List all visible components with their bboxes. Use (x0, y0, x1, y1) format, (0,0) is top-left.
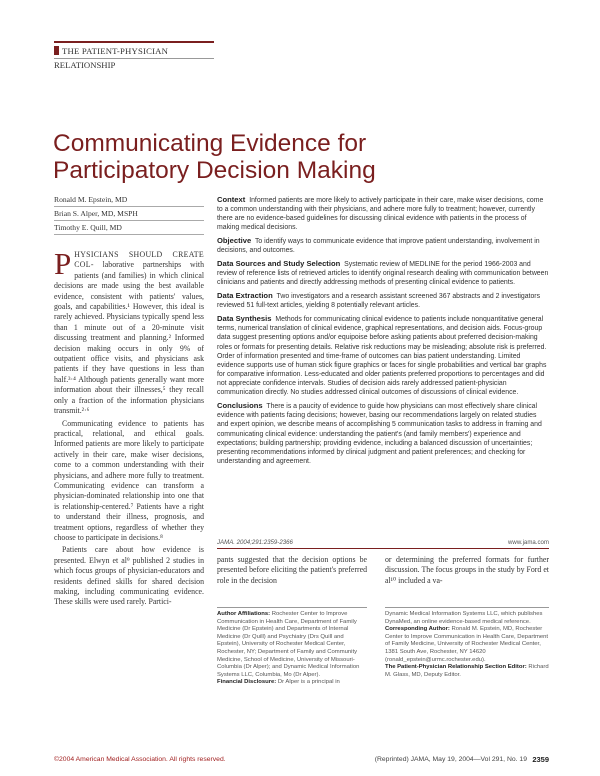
section-label-line2: RELATIONSHIP (54, 58, 214, 74)
author-affiliations (217, 611, 367, 679)
intro-paragraph-2: Communicating evidence to patients has practical, relational, and ethical goals. Informed patients are more likely to participate actively in their care, make wiser decisions, come to a common understanding with their physicians, and adhere more fully to treatment. Communicating evidence can transform a physician-dominated relationship into one that is relationship-centered.⁷ Patients have a right to understand their illness, prognosis, and treatment options, regardless of whether they choose to participate in decisions.⁸ (54, 418, 204, 542)
footnote-label: Author Affiliations: (217, 611, 271, 617)
abstract-text: Informed patients are more likely to actively participate in their care, make wiser decisions, come to a common understanding with their physicians, and adhere more fully to treatment; however, currently there are no evidence-based guidelines for discussing clinical evidence with patients in the process of making medical decisions. (217, 197, 544, 232)
section-header-line1 (54, 41, 214, 58)
abstract-conclusions (217, 401, 549, 466)
article-title (53, 130, 573, 184)
intro-paragraph-3: Patients care about how evidence is presented. Elwyn et al⁹ published 2 studies in which focus groups of physician-educators and residents defined skills for shared decision making, including communicating evidence. These skills were used rarely. Partici- (54, 545, 204, 607)
author-name: Ronald M. Epstein, MD (54, 193, 204, 207)
section-label: THE PATIENT-PHYSICIAN (62, 45, 169, 56)
footnote-text: Dr Alper is a principal in (277, 679, 340, 686)
abstract-label: Conclusions (217, 401, 263, 411)
abstract-synthesis (217, 314, 549, 397)
abstract-label: Objective (217, 236, 252, 246)
abstract-label: Context (217, 195, 246, 204)
body-text: pants suggested that the decision options be presented before eliciting the patient's preferred role in the decision (217, 555, 367, 585)
article-title-line1: Communicating Evidence for (53, 130, 367, 157)
copyright: ©2004 American Medical Association. All rights reserved. (54, 756, 226, 763)
footnote-text: Rochester Center to Improve Communication in Health Care, Department of Family Medicine (Dr Epstein) and Departments of Internal Medicine (Dr Quill) and Psychiatry (Drs Quill and Epstein), University of Rochester Medical Center, Rochester, NY; Department of Family and Community Medicine, School of Medicine, University of Missouri-Columbia (Dr Alper); and Dynamic Medical Information Systems LLC, Columbia, Mo (Dr Alper). (217, 611, 360, 678)
journal-issue: (Reprinted) JAMA, May 19, 2004—Vol 291, No. 19 (374, 756, 527, 763)
footnote-text: Ronald M. Epstein, MD, Rochester Center to Improve Communication in Health Care, Department of Family Medicine, University of Rochester Medical Center, 1381 South Ave, Rochester, NY 14620 (ronald_epstein@urmc.rochester.edu). (385, 626, 549, 663)
footnote-label: Financial Disclosure: (217, 679, 277, 686)
abstract-extraction (217, 291, 549, 310)
abstract-label: Data Extraction (217, 291, 273, 301)
section-marker-icon (54, 46, 59, 55)
drop-cap: P (54, 250, 72, 281)
abstract-context (217, 195, 549, 233)
author-name: Brian S. Alper, MD, MSPH (54, 207, 204, 221)
citation: JAMA. 2004;291:2359-2366 (217, 539, 293, 546)
article-title-line2: Participatory Decision Making (53, 157, 376, 184)
abstract (217, 195, 549, 470)
corresponding-author (385, 626, 549, 664)
author-name: Timothy E. Quill, MD (54, 221, 204, 235)
section-editor (385, 664, 549, 679)
body-column-2 (217, 555, 367, 586)
page-footer (54, 754, 549, 766)
financial-disclosure (217, 679, 367, 687)
abstract-label: Data Synthesis (217, 314, 272, 324)
footnote-label: Corresponding Author: (385, 626, 450, 633)
abstract-text: Systematic review of MEDLINE for the period 1966-2003 and review of reference lists of retrieved articles to identify original research dealing with communication between clinicians and patients and directly addressing methods of presenting clinical evidence to patients. (217, 261, 549, 287)
abstract-objective (217, 236, 549, 255)
intro-paragraph-1-text: laborative partnerships with patients (and families) in which clinical decisions are made using the best available evidence, consistent with patients' values, goals, and capabilities.¹ However, this ideal is rarely achieved. Physicians typically spend less than 1 minute out of a 20-minute visit discussing treatment and planning.² Informed decision making occurs in only 9% of outpatient office visits, and physicians ask patients if they have questions in less than half.³·⁴ Although patients generally want more information about their illnesses,⁵ they recall only a fraction of the information physicians transmit.²·⁶ (54, 260, 204, 416)
footnote-label: The Patient-Physician Relationship Section Editor: (385, 664, 527, 671)
body-column-1 (54, 250, 204, 744)
body-text: or determining the preferred formats for further discussion. The focus groups in the study by Ford et al¹⁰ included a va- (385, 555, 549, 585)
disclosure-continued: Dynamic Medical Information Systems LLC, which publishes DynaMed, an online evidence-based medical reference. (385, 611, 543, 625)
footnote-text: Richard M. Glass, MD, Deputy Editor. (385, 664, 549, 678)
journal-url[interactable]: www.jama.com (508, 539, 549, 546)
abstract-text: Two investigators and a research assistant screened 367 abstracts and 2 investigators reviewed 51 full-text articles, yielding 8 potentially relevant articles. (217, 293, 541, 310)
abstract-sources (217, 259, 549, 287)
abstract-text: Methods for communicating clinical evidence to patients include nonquantitative general terms, numerical translation of clinical evidence, graphical representations, and decision aids. Focus-group data suggest presenting options and/or equipoise before asking patients about preferred decision-making roles or formats for presenting details. Relative risk reductions may be misleading; absolute risk is preferred. Order of information presented and time-frame of outcomes can bias patient understanding. Limited evidence supports use of human stick figure graphics or faces for single probabilities and vertical bar graphs for comparative information. Less-educated and older patients preferred proportions to percentages and did not appreciate confidence intervals. Studies of decision aids rarely addressed patient-physician communication directly. No studies addressed clinical outcomes of discussions of clinical evidence. (217, 316, 547, 397)
author-list (54, 193, 204, 235)
citation-bar (217, 537, 549, 549)
abstract-label: Data Sources and Study Selection (217, 259, 341, 269)
lead-smallcaps: HYSICIANS SHOULD CREATE COL- (74, 250, 204, 270)
body-column-3 (385, 555, 549, 586)
page-number: 2359 (532, 755, 549, 764)
section-header (54, 41, 214, 74)
abstract-text: There is a paucity of evidence to guide how physicians can most effectively share clinical evidence with patients facing decisions; however, basing our recommendations largely on related studies and expert opinion, we describe means of accomplishing 5 communication tasks to address in framing and communicating clinical evidence: understanding the patient's (and family members') experience and expectations; building partnership; providing evidence, including a balanced discussion of uncertainties; presenting recommendations informed by clinical judgment and patient preferences; and checking for understanding and agreement. (217, 403, 542, 466)
footnotes-right (385, 607, 549, 679)
abstract-text: To identify ways to communicate evidence that improve patient understanding, involvement in decisions, and outcomes. (217, 238, 540, 255)
intro-paragraph-1 (54, 250, 204, 417)
footnotes-left (217, 607, 367, 687)
